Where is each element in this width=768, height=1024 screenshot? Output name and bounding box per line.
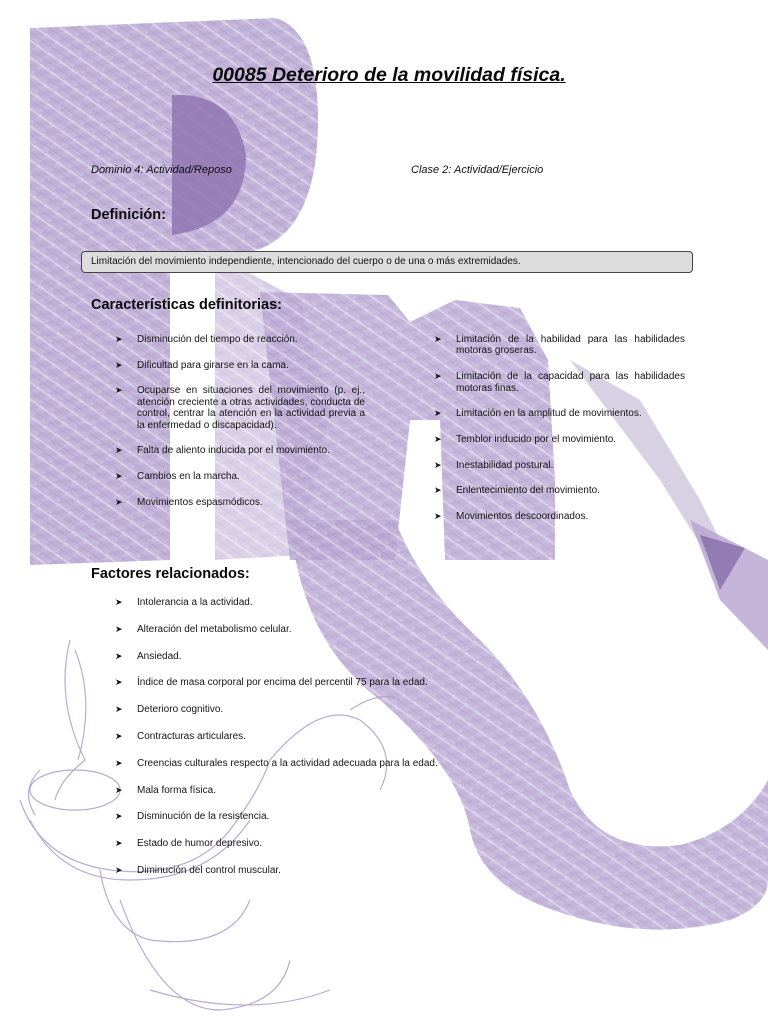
bullet-arrow-icon: ➤ [434, 371, 442, 382]
list-item [115, 624, 535, 635]
list-item [115, 704, 535, 715]
list-item-text: Inestabilidad postural. [456, 459, 554, 471]
bullet-arrow-icon: ➤ [115, 650, 123, 661]
bullet-arrow-icon: ➤ [115, 471, 123, 482]
list-item-text: Diminución del control muscular. [137, 864, 281, 876]
bullet-arrow-icon: ➤ [434, 408, 442, 419]
list-item-text: Alteración del metabolismo celular. [137, 623, 292, 635]
domain-label: Dominio 4: Actividad/Reposo [91, 164, 232, 176]
list-item-text: Intolerancia a la actividad. [137, 597, 253, 608]
bullet-arrow-icon: ➤ [115, 496, 123, 507]
list-item [434, 334, 685, 357]
list-item-text: Enlentecimiento del movimiento. [456, 485, 600, 497]
bullet-arrow-icon: ➤ [115, 334, 123, 344]
list-item [115, 758, 535, 769]
list-item-text: Contracturas articulares. [137, 730, 246, 742]
list-item [115, 677, 535, 688]
list-item [115, 471, 365, 482]
list-item [115, 445, 365, 456]
bullet-arrow-icon: ➤ [115, 864, 123, 875]
bullet-arrow-icon: ➤ [434, 511, 442, 522]
list-item-text: Movimientos descoordinados. [456, 511, 589, 523]
bullet-arrow-icon: ➤ [115, 385, 123, 396]
factors-heading: Factores relacionados: [91, 566, 250, 582]
bullet-arrow-icon: ➤ [115, 597, 123, 607]
bullet-arrow-icon: ➤ [115, 784, 123, 795]
list-item-text: Estado de humor depresivo. [137, 838, 263, 850]
list-item-text: Ocuparse en situaciones del movimiento (p. ej., atención creciente a otras actividades, conducta de control, centrar la atención en la actividad previa a la enfermedad o discapacidad). [137, 385, 365, 431]
list-item [434, 460, 685, 471]
list-item [115, 651, 535, 662]
list-item [434, 371, 685, 394]
bullet-arrow-icon: ➤ [115, 359, 123, 370]
list-item-text: Limitación de la capacidad para las habilidades motoras finas. [456, 371, 685, 394]
list-item-text: Falta de aliento inducida por el movimiento. [137, 445, 330, 457]
list-item-text: Creencias culturales respecto a la actividad adecuada para la edad. [137, 757, 438, 769]
list-item [115, 385, 365, 431]
list-item-text: Temblor inducido por el movimiento. [456, 433, 617, 445]
list-item-text: Cambios en la marcha. [137, 471, 240, 483]
list-item [434, 408, 685, 419]
definition-box: Limitación del movimiento independiente, intencionado del cuerpo o de una o más extremidades. [81, 251, 693, 273]
document-title: 00085 Deterioro de la movilidad física. [212, 64, 566, 86]
bullet-arrow-icon: ➤ [115, 730, 123, 741]
list-item [115, 785, 535, 796]
list-item [115, 360, 365, 371]
list-item-text: Disminución del tiempo de reacción. [137, 334, 298, 345]
characteristics-heading: Características definitorias: [91, 297, 282, 313]
bullet-arrow-icon: ➤ [115, 445, 123, 456]
definition-heading: Definición: [91, 207, 166, 223]
list-item [434, 434, 685, 445]
list-item-text: Limitación en la amplitud de movimientos. [456, 408, 642, 420]
bullet-arrow-icon: ➤ [115, 704, 123, 715]
characteristics-right-list [434, 334, 685, 537]
list-item-text: Limitación de la habilidad para las habilidades motoras groseras. [456, 334, 685, 357]
bullet-arrow-icon: ➤ [434, 485, 442, 496]
list-item [115, 865, 535, 876]
class-label: Clase 2: Actividad/Ejercicio [411, 164, 544, 176]
list-item [434, 511, 685, 522]
list-item [434, 485, 685, 496]
bullet-arrow-icon: ➤ [115, 838, 123, 849]
list-item-text: Deterioro cognitivo. [137, 704, 224, 716]
list-item [115, 838, 535, 849]
bullet-arrow-icon: ➤ [115, 811, 123, 822]
list-item-text: Disminución de la resistencia. [137, 811, 270, 823]
characteristics-left-list [115, 334, 365, 522]
list-item [115, 497, 365, 508]
bullet-arrow-icon: ➤ [115, 623, 123, 634]
bullet-arrow-icon: ➤ [434, 334, 442, 344]
list-item-text: Dificultad para girarse en la cama. [137, 359, 289, 371]
bullet-arrow-icon: ➤ [434, 433, 442, 444]
list-item [115, 731, 535, 742]
bullet-arrow-icon: ➤ [115, 677, 123, 688]
list-item [115, 811, 535, 822]
list-item-text: Mala forma física. [137, 784, 216, 796]
factors-list [115, 597, 535, 892]
list-item [115, 334, 365, 345]
list-item-text: Ansiedad. [137, 650, 182, 662]
list-item-text: Movimientos espasmódicos. [137, 496, 263, 508]
list-item-text: Índice de masa corporal por encima del percentil 75 para la edad. [137, 677, 428, 689]
bullet-arrow-icon: ➤ [434, 459, 442, 470]
list-item [115, 597, 535, 608]
bullet-arrow-icon: ➤ [115, 757, 123, 768]
